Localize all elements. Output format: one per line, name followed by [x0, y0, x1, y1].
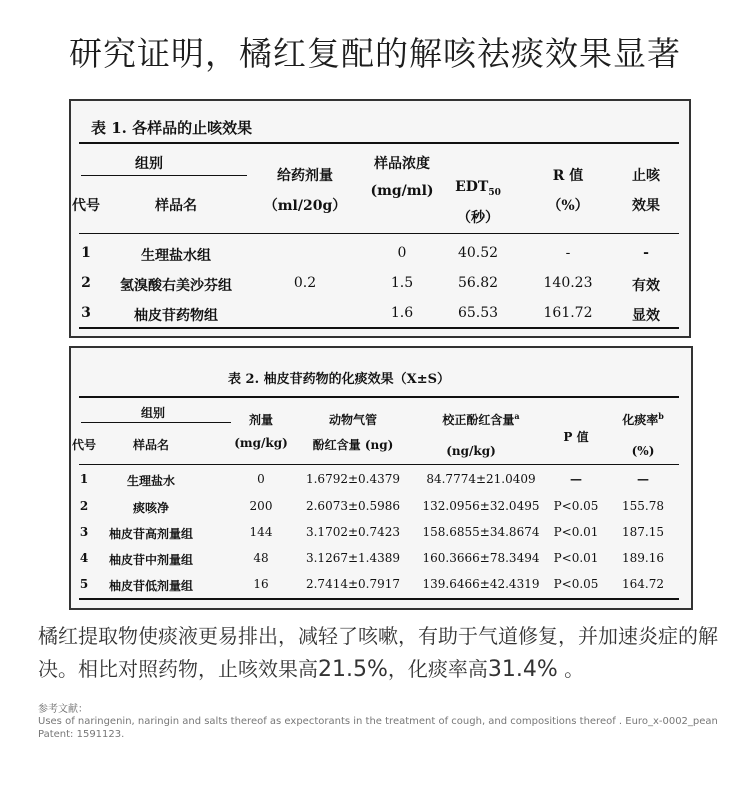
table2-cell: 2 [79, 499, 89, 513]
table1-cell: 3 [81, 305, 91, 321]
table1-header-edt-sub: 50 [488, 187, 501, 198]
table2-cell: 柚皮苷低剂量组 [108, 579, 194, 593]
table2-header-rule [79, 464, 679, 465]
table2-header-rate-text: 化痰率 [622, 413, 659, 427]
table2-header-phenol-2: 酚红含量 (ng) [312, 438, 394, 452]
table2-header-rate [622, 411, 664, 428]
table2-header-corr-text: 校正酚红含量 [442, 413, 515, 427]
summary-cough-pct: 21.5% [318, 657, 388, 682]
table1-cell: - [643, 245, 649, 261]
table2-header-corr-unit: (ng/kg) [446, 444, 496, 458]
table2-header-dose-2: (mg/kg) [234, 436, 288, 450]
table1-header-conc-1: 样品浓度 [374, 156, 430, 172]
table2-cell: 痰咳净 [132, 501, 170, 515]
table2-cell: 187.15 [622, 525, 664, 539]
table1-header-code: 代号 [72, 198, 100, 214]
table2-cell: 3.1267±1.4389 [305, 551, 401, 565]
table1-header-r-1: R 值 [552, 168, 584, 184]
table1-header-conc-2: (mg/ml) [370, 183, 434, 199]
table1-cell: 40.52 [457, 245, 499, 261]
table1-header-edt-unit: （秒） [457, 210, 499, 226]
table2-cell: 16 [253, 577, 269, 591]
table1-cell: 氢溴酸右美沙芬组 [120, 278, 232, 294]
table1-group-rule [81, 175, 247, 176]
table1-top-rule [79, 142, 679, 144]
table1-cell: 显效 [632, 308, 660, 324]
table2-cell: P<0.01 [553, 525, 599, 539]
table1-scan [69, 99, 691, 338]
table2-header-code: 代号 [71, 438, 97, 452]
table2-cell: 柚皮苷高剂量组 [108, 527, 194, 541]
table2-scan [69, 346, 693, 610]
table1-header-effect-2: 效果 [632, 198, 660, 214]
table2-cell: 1.6792±0.4379 [305, 472, 401, 486]
reference-text: Uses of naringenin, naringin and salts thereof as expectorants in the treatment of cough, and compositions thereof . Euro_x-0002_pean Patent: 1591123. [38, 716, 718, 740]
table1-header-r-2: （%） [547, 198, 589, 214]
table1-cell: 140.23 [543, 275, 593, 291]
table2-cell: 144 [249, 525, 273, 539]
table1-cell: 1 [81, 245, 91, 261]
table2-header-corr [442, 411, 519, 428]
table1-header-sample: 样品名 [155, 198, 197, 214]
summary-phlegm-pct: 31.4% [487, 657, 558, 682]
table2-cell: 160.3666±78.3494 [422, 551, 540, 565]
table2-header-p: P 值 [563, 430, 589, 444]
table2-caption: 表 2. 柚皮苷药物的化痰效果（X±S） [228, 372, 450, 387]
table2-cell: 139.6466±42.4319 [422, 577, 540, 591]
summary-text-3: 。 [557, 657, 585, 681]
table2-cell: 1 [79, 472, 89, 486]
table1-header-effect-1: 止咳 [632, 168, 660, 184]
table1-bottom-rule [79, 327, 679, 329]
table2-header-sample: 样品名 [132, 438, 170, 452]
table2-cell: 4 [79, 551, 89, 565]
table2-header-rate-unit: (%) [631, 444, 655, 458]
table2-group-rule [81, 422, 231, 423]
table2-cell: P<0.01 [553, 551, 599, 565]
table2-cell: 189.16 [622, 551, 664, 565]
table1-header-edt-text: EDT [455, 179, 489, 195]
table1-cell: 161.72 [543, 305, 593, 321]
table2-cell: 158.6855±34.8674 [422, 525, 540, 539]
table1-caption: 表 1. 各样品的止咳效果 [91, 119, 253, 137]
table2-cell: 3.1702±0.7423 [305, 525, 401, 539]
table2-cell: 155.78 [622, 499, 664, 513]
table1-cell: 1.5 [390, 275, 414, 291]
table2-cell: 48 [253, 551, 269, 565]
table1-dose-shared: 0.2 [293, 275, 317, 291]
table1-cell: 柚皮苷药物组 [134, 308, 218, 324]
summary-paragraph [38, 620, 728, 686]
table1-cell: 生理盐水组 [141, 248, 211, 264]
table2-cell: 2.6073±0.5986 [305, 499, 401, 513]
table2-cell: 84.7774±21.0409 [426, 472, 536, 486]
table1-cell: 0 [397, 245, 407, 261]
table2-cell: 5 [79, 577, 89, 591]
summary-text-1: 橘红提取物使痰液更易排出，减轻了咳嗽，有助于气道修复，并加速炎症的解决。相比对照药物，止咳效果高 [38, 624, 718, 681]
table2-header-phenol-1: 动物气管 [328, 413, 378, 427]
table2-cell: 164.72 [622, 577, 664, 591]
table2-cell: 2.7414±0.7917 [305, 577, 401, 591]
table2-cell: 3 [79, 525, 89, 539]
table2-cell: 柚皮苷中剂量组 [108, 553, 194, 567]
table1-header-dose-2: （ml/20g） [263, 198, 347, 214]
table1-header-edt [455, 179, 501, 198]
table2-cell: 200 [249, 499, 273, 513]
table1-header-rule [79, 233, 679, 234]
table1-header-group: 组别 [135, 156, 163, 172]
table2-bottom-rule [79, 598, 679, 600]
table2-cell: 0 [257, 472, 265, 486]
table2-header-rate-sup: b [658, 411, 664, 421]
reference-label: 参考文献： [38, 704, 88, 715]
page-title: 研究证明，橘红复配的解咳祛痰效果显著 [69, 34, 681, 73]
table2-cell: P<0.05 [553, 577, 599, 591]
table2-cell: — [570, 472, 582, 486]
table1-header-dose-1: 给药剂量 [277, 168, 333, 184]
table2-header-corr-sup: a [514, 411, 520, 421]
table2-header-group: 组别 [140, 406, 166, 420]
table2-cell: P<0.05 [553, 499, 599, 513]
table2-cell: 生理盐水 [126, 474, 176, 488]
table2-cell: 132.0956±32.0495 [422, 499, 540, 513]
table2-cell: — [637, 472, 649, 486]
table1-cell: 有效 [632, 278, 660, 294]
table1-cell: 56.82 [457, 275, 499, 291]
table2-header-dose-1: 剂量 [248, 413, 274, 427]
summary-text-2: ，化痰率高 [387, 657, 488, 681]
table1-cell: 1.6 [390, 305, 414, 321]
table1-cell: 65.53 [457, 305, 499, 321]
table1-cell: 2 [81, 275, 91, 291]
table1-cell: - [565, 245, 571, 261]
table2-top-rule [79, 396, 679, 398]
